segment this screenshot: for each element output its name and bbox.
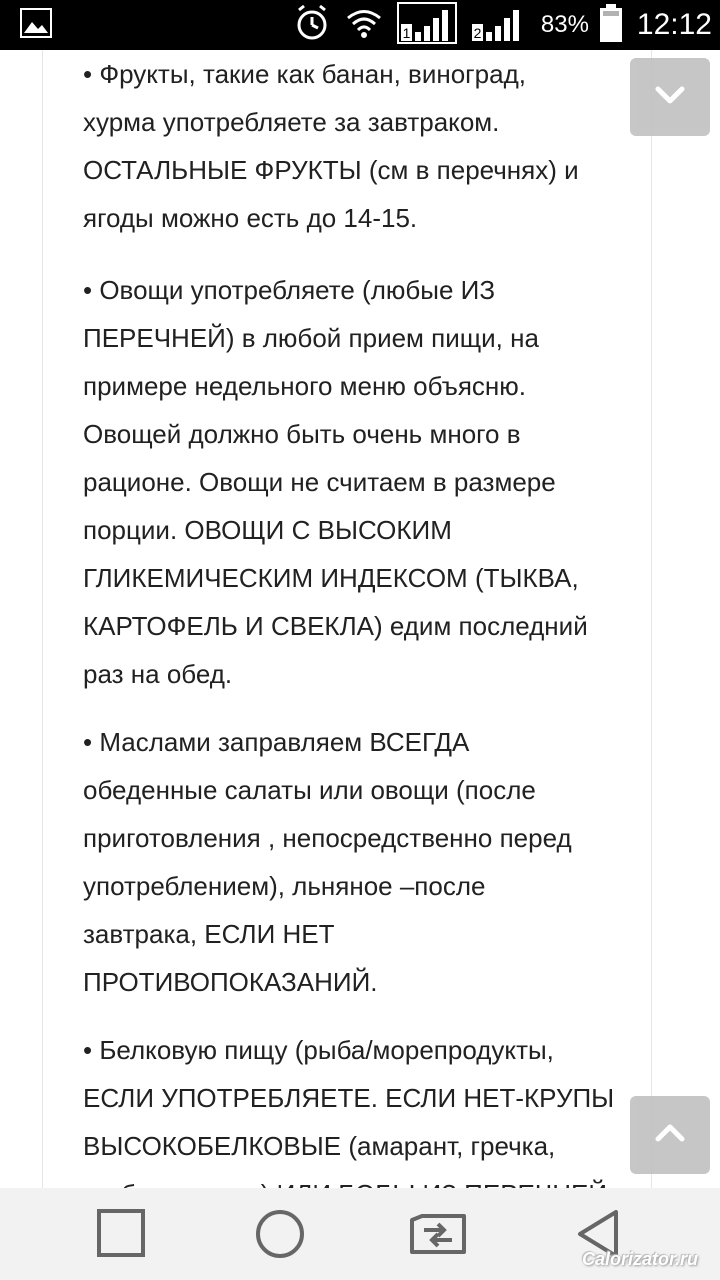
navigation-bar: [0, 1188, 720, 1280]
text-line: порции. ОВОЩИ С ВЫСОКИМ: [83, 515, 452, 545]
sim-switch-button[interactable]: [408, 1204, 468, 1264]
home-button[interactable]: [250, 1204, 310, 1264]
clock-time: 12:12: [636, 8, 712, 41]
home-circle-icon: [250, 1251, 310, 1268]
wifi-icon: [345, 8, 383, 43]
text-line: употреблением), льняное –после: [83, 871, 486, 901]
paragraph-vegetables: [83, 266, 643, 698]
text-line: • Маслами заправляем ВСЕГДА: [83, 727, 470, 757]
text-line: ОСТАЛЬНЫЕ ФРУКТЫ (см в перечнях) и: [83, 155, 579, 185]
image-icon: [20, 8, 60, 42]
text-line: хурма употребляете за завтраком.: [83, 107, 500, 137]
sim2-label: 2: [473, 24, 482, 41]
sim-switch-icon: [408, 1251, 468, 1268]
text-line: КАРТОФЕЛЬ И СВЕКЛА) едим последний: [83, 611, 588, 641]
scroll-down-button[interactable]: [630, 58, 710, 136]
text-line: обеденные салаты или овощи (после: [83, 775, 536, 805]
sim1-signal-icon: [397, 2, 457, 49]
text-line: приготовления , непосредственно перед: [83, 823, 572, 853]
recents-button[interactable]: [92, 1204, 152, 1264]
text-line: ВЫСОКОБЕЛКОВЫЕ (амарант, гречка,: [83, 1131, 556, 1161]
chevron-up-icon: [655, 1123, 685, 1148]
chevron-down-icon: [655, 85, 685, 110]
sim2-signal-icon: [471, 2, 527, 49]
status-bar: [0, 0, 720, 50]
text-line: • Овощи употребляете (любые ИЗ: [83, 275, 496, 305]
text-line: завтрака, ЕСЛИ НЕТ: [83, 919, 335, 949]
text-line: ПРОТИВОПОКАЗАНИЙ.: [83, 967, 378, 997]
paragraph-oils: [83, 718, 643, 1006]
paragraph-fruits: [83, 50, 643, 242]
text-line: примере недельного меню объясню.: [83, 371, 527, 401]
text-line: • Фрукты, такие как банан, виноград,: [83, 59, 526, 89]
text-line: раз на обед.: [83, 659, 233, 689]
article-content[interactable]: [42, 50, 652, 1188]
battery-percent: 83%: [540, 11, 589, 38]
text-line: • Белковую пищу (рыба/морепродукты,: [83, 1035, 554, 1065]
sim1-label: 1: [402, 24, 411, 41]
text-line: ЕСЛИ УПОТРЕБЛЯЕТЕ. ЕСЛИ НЕТ-КРУПЫ: [83, 1083, 615, 1113]
text-line: ГЛИКЕМИЧЕСКИМ ИНДЕКСОМ (ТЫКВА,: [83, 563, 579, 593]
scroll-up-button[interactable]: [630, 1096, 710, 1174]
text-line: Овощей должно быть очень много в: [83, 419, 521, 449]
recents-square-icon: [92, 1251, 152, 1268]
text-line: ягоды можно есть до 14-15.: [83, 203, 418, 233]
text-line: ПЕРЕЧНЕЙ) в любой прием пищи, на: [83, 323, 539, 353]
battery-icon: [599, 3, 623, 48]
watermark: Calorizator.ru: [581, 1249, 698, 1269]
alarm-icon: [293, 4, 331, 47]
text-line: рационе. Овощи не считаем в размере: [83, 467, 556, 497]
